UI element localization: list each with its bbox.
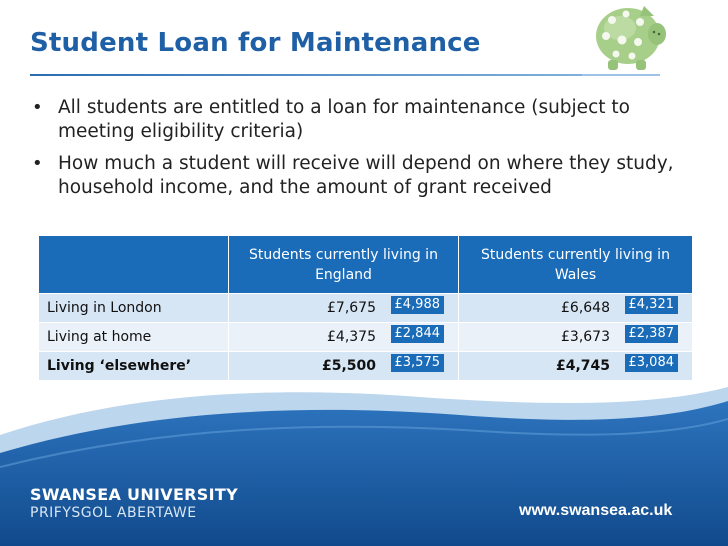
wales-note: £2,387 bbox=[625, 325, 679, 343]
website-link[interactable]: www.swansea.ac.uk bbox=[519, 502, 673, 519]
row-label: Living ‘elsewhere’ bbox=[39, 352, 229, 381]
table-header-row bbox=[39, 236, 693, 294]
university-name-welsh: PRIFYSGOL ABERTAWE bbox=[30, 505, 197, 521]
slide-title: Student Loan for Maintenance bbox=[30, 28, 481, 58]
loan-table bbox=[38, 235, 693, 381]
row-label: Living at home bbox=[39, 323, 229, 352]
logo-divider bbox=[582, 74, 660, 76]
table-header-england: Students currently living in England bbox=[229, 236, 459, 294]
bullet-list bbox=[30, 96, 700, 208]
england-amount-cell bbox=[229, 323, 459, 352]
england-note: £4,988 bbox=[391, 296, 445, 314]
england-note: £2,844 bbox=[391, 325, 445, 343]
wales-amount: £4,745 bbox=[555, 358, 610, 374]
title-divider bbox=[30, 74, 584, 76]
england-amount: £4,375 bbox=[327, 329, 376, 345]
bullet-text: All students are entitled to a loan for maintenance (subject to meeting eligibility criteria) bbox=[58, 97, 630, 142]
england-note: £3,575 bbox=[391, 354, 445, 372]
england-amount-cell bbox=[229, 294, 459, 323]
table-row bbox=[39, 323, 693, 352]
bullet-item: • How much a student will receive will depend on where they study, household income, and the amount of grant received bbox=[32, 153, 674, 198]
table-header-blank bbox=[39, 236, 229, 294]
university-name-english: SWANSEA UNIVERSITY bbox=[30, 485, 238, 504]
wales-amount-cell bbox=[459, 294, 693, 323]
bullet-text: How much a student will receive will depend on where they study, household income, and the amount of grant received bbox=[58, 153, 674, 198]
wales-amount: £6,648 bbox=[561, 300, 610, 316]
wales-note: £3,084 bbox=[625, 354, 679, 372]
wales-amount-cell bbox=[459, 323, 693, 352]
wales-amount: £3,673 bbox=[561, 329, 610, 345]
england-amount: £5,500 bbox=[321, 358, 376, 374]
row-label: Living in London bbox=[39, 294, 229, 323]
piggy-bank-icon bbox=[582, 0, 670, 74]
wales-note: £4,321 bbox=[625, 296, 679, 314]
england-amount: £7,675 bbox=[327, 300, 376, 316]
table-header-wales: Students currently living in Wales bbox=[459, 236, 693, 294]
table-row bbox=[39, 294, 693, 323]
bullet-item: • All students are entitled to a loan for maintenance (subject to meeting eligibility criteria) bbox=[32, 97, 630, 142]
